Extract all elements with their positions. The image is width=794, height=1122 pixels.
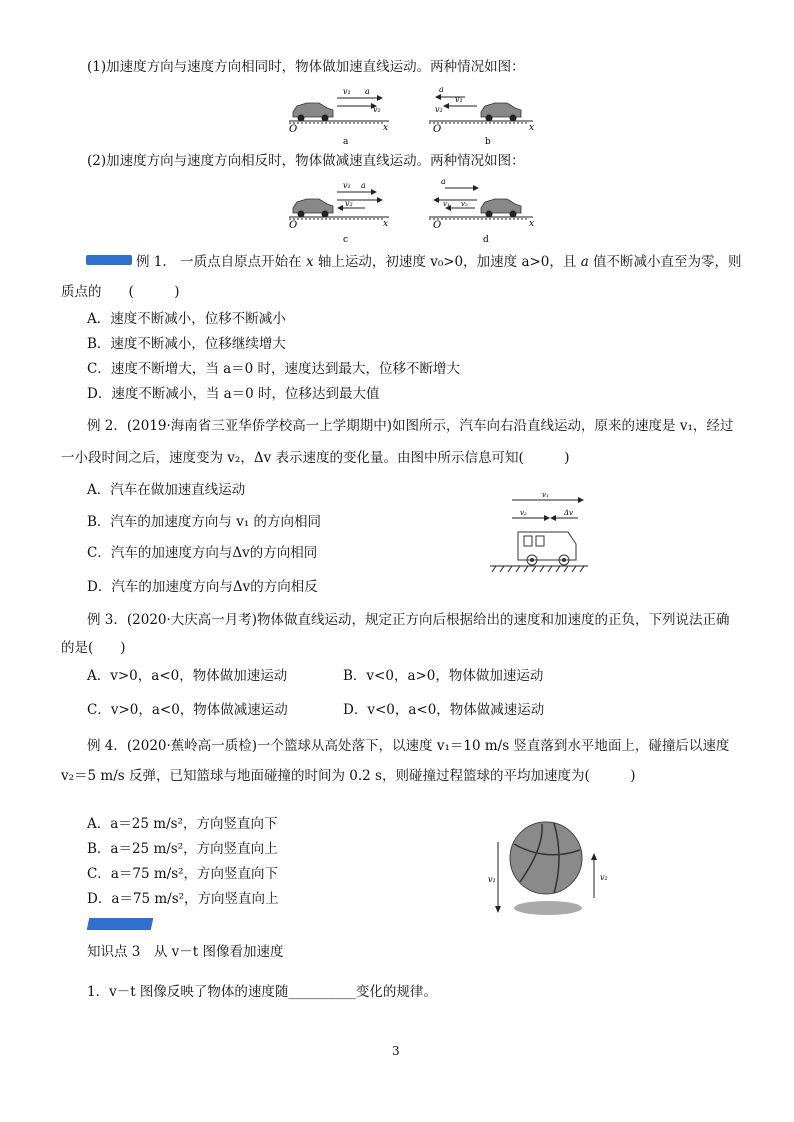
fig-a-v2: v₂	[373, 105, 381, 114]
example-3-stem: 例 3．(2020·大庆高一月考)物体做直线运动，规定正方向后根据给出的速度和加速度的正负，下列说法正确	[87, 612, 730, 628]
intro-paragraph-2: (2)加速度方向与速度方向相反时，物体做减速直线运动。两种情况如图：	[87, 153, 525, 169]
car-icon	[481, 199, 521, 218]
knowledge-point-title: 知识点 3 从 v－t 图像看加速度	[87, 944, 284, 960]
example-4-option-b: B．a＝25 m/s²，方向竖直向上	[87, 841, 278, 857]
knowledge-point-item-1: 1．v－t 图像反映了物体的速度随__________变化的规律。	[87, 984, 437, 1000]
example-4-option-d: D．a＝75 m/s²，方向竖直向上	[87, 891, 279, 907]
fig-b-caption: b	[485, 137, 491, 147]
example-3-option-d: D．v<0，a<0，物体做减速运动	[343, 702, 545, 718]
example-3-option-a: A．v>0，a<0，物体做加速运动	[87, 668, 288, 684]
fig-d-caption: d	[483, 235, 489, 245]
fig-b-v2: v₂	[435, 105, 443, 114]
example-badge-icon	[86, 255, 132, 265]
page-number: 3	[392, 1044, 400, 1058]
intro-paragraph-1: (1)加速度方向与速度方向相同时，物体做加速直线运动。两种情况如图：	[87, 59, 525, 75]
ball-shadow	[514, 901, 582, 915]
example-1-option-d: D．速度不断减小，当 a＝0 时，位移达到最大值	[87, 386, 380, 402]
car-icon	[293, 103, 333, 122]
ball-v2: v₂	[600, 873, 608, 882]
example-2-stem: 例 2．(2019·海南省三亚华侨学校高一上学期期中)如图所示，汽车向右沿直线运动，原来的速度是 v₁，经过	[87, 418, 734, 434]
figure-van-velocity	[484, 488, 594, 574]
example-2-stem-2: 一小段时间之后，速度变为 v₂，Δv 表示速度的变化量。由图中所示信息可知( )	[61, 450, 570, 466]
fig-c-v1: v₁	[343, 181, 351, 190]
figure-basketball	[484, 814, 614, 918]
fig-a-v1: v₁	[343, 87, 351, 96]
fig-a-caption: a	[343, 137, 349, 147]
example-4-option-c: C．a＝75 m/s²，方向竖直向下	[87, 866, 279, 882]
example-3-option-c: C．v>0，a<0，物体做减速运动	[87, 702, 288, 718]
example-4-stem: 例 4．(2020·蕉岭高一质检)一个篮球从高处落下，以速度 v₁＝10 m/s 竖直落到水平地面上，碰撞后以速度	[87, 738, 730, 754]
basketball-icon	[510, 822, 582, 894]
figure-c	[285, 176, 395, 246]
fig-b-a: a	[439, 85, 444, 94]
fig-a-a: a	[365, 87, 370, 96]
example-2-option-d: D．汽车的加速度方向与Δv的方向相反	[87, 579, 318, 595]
fig-d-v1: v₁	[443, 200, 450, 208]
figure-d	[425, 176, 537, 246]
example-3-option-b: B．v<0，a>0，物体做加速运动	[343, 668, 544, 684]
example-1-option-a: A．速度不断减小，位移不断减小	[87, 311, 286, 327]
fig-c-v2: v₂	[345, 199, 353, 208]
fig-a-x: x	[383, 123, 389, 133]
ball-v1: v₁	[488, 875, 496, 884]
fig-c-a: a	[361, 181, 366, 190]
car-icon	[481, 103, 521, 122]
van-v2: v₂	[520, 509, 527, 517]
fig-c-caption: c	[343, 235, 349, 245]
section-badge-icon	[87, 918, 154, 930]
van-icon	[518, 532, 576, 565]
fig-a-origin: O	[289, 124, 298, 135]
fig-c-origin: O	[289, 220, 298, 231]
example-3-stem-2: 的是( )	[61, 640, 126, 656]
example-4-stem-2: v₂＝5 m/s 反弹，已知篮球与地面碰撞的时间为 0.2 s，则碰撞过程篮球的平均加速度为( )	[61, 768, 636, 784]
fig-b-origin: O	[433, 124, 442, 135]
example-4-option-a: A．a＝25 m/s²，方向竖直向下	[87, 816, 278, 832]
figure-a	[285, 80, 395, 148]
van-dv: Δv	[564, 509, 574, 517]
example-2-option-b: B．汽车的加速度方向与 v₁ 的方向相同	[87, 514, 322, 530]
example-1-stem: 例 1. 一质点自原点开始在 x 轴上运动，初速度 v₀>0，加速度 a>0，且 a 值不断减小直至为零，则	[136, 254, 742, 270]
example-1-stem-2: 质点的 ( )	[61, 284, 180, 300]
fig-d-x: x	[529, 219, 535, 229]
fig-b-v1: v₁	[455, 95, 463, 104]
example-1-option-b: B．速度不断减小，位移继续增大	[87, 336, 286, 352]
figure-b	[425, 80, 537, 148]
fig-d-v2: v₂	[461, 200, 468, 208]
fig-c-x: x	[383, 219, 389, 229]
example-1-option-c: C．速度不断增大，当 a＝0 时，速度达到最大，位移不断增大	[87, 361, 461, 377]
fig-b-x: x	[529, 123, 535, 133]
example-2-option-c: C．汽车的加速度方向与Δv的方向相同	[87, 545, 318, 561]
fig-d-origin: O	[433, 220, 442, 231]
example-2-option-a: A．汽车在做加速直线运动	[87, 482, 246, 498]
fig-d-a: a	[441, 177, 446, 186]
car-icon	[293, 199, 333, 218]
van-v1: v₁	[542, 491, 549, 499]
